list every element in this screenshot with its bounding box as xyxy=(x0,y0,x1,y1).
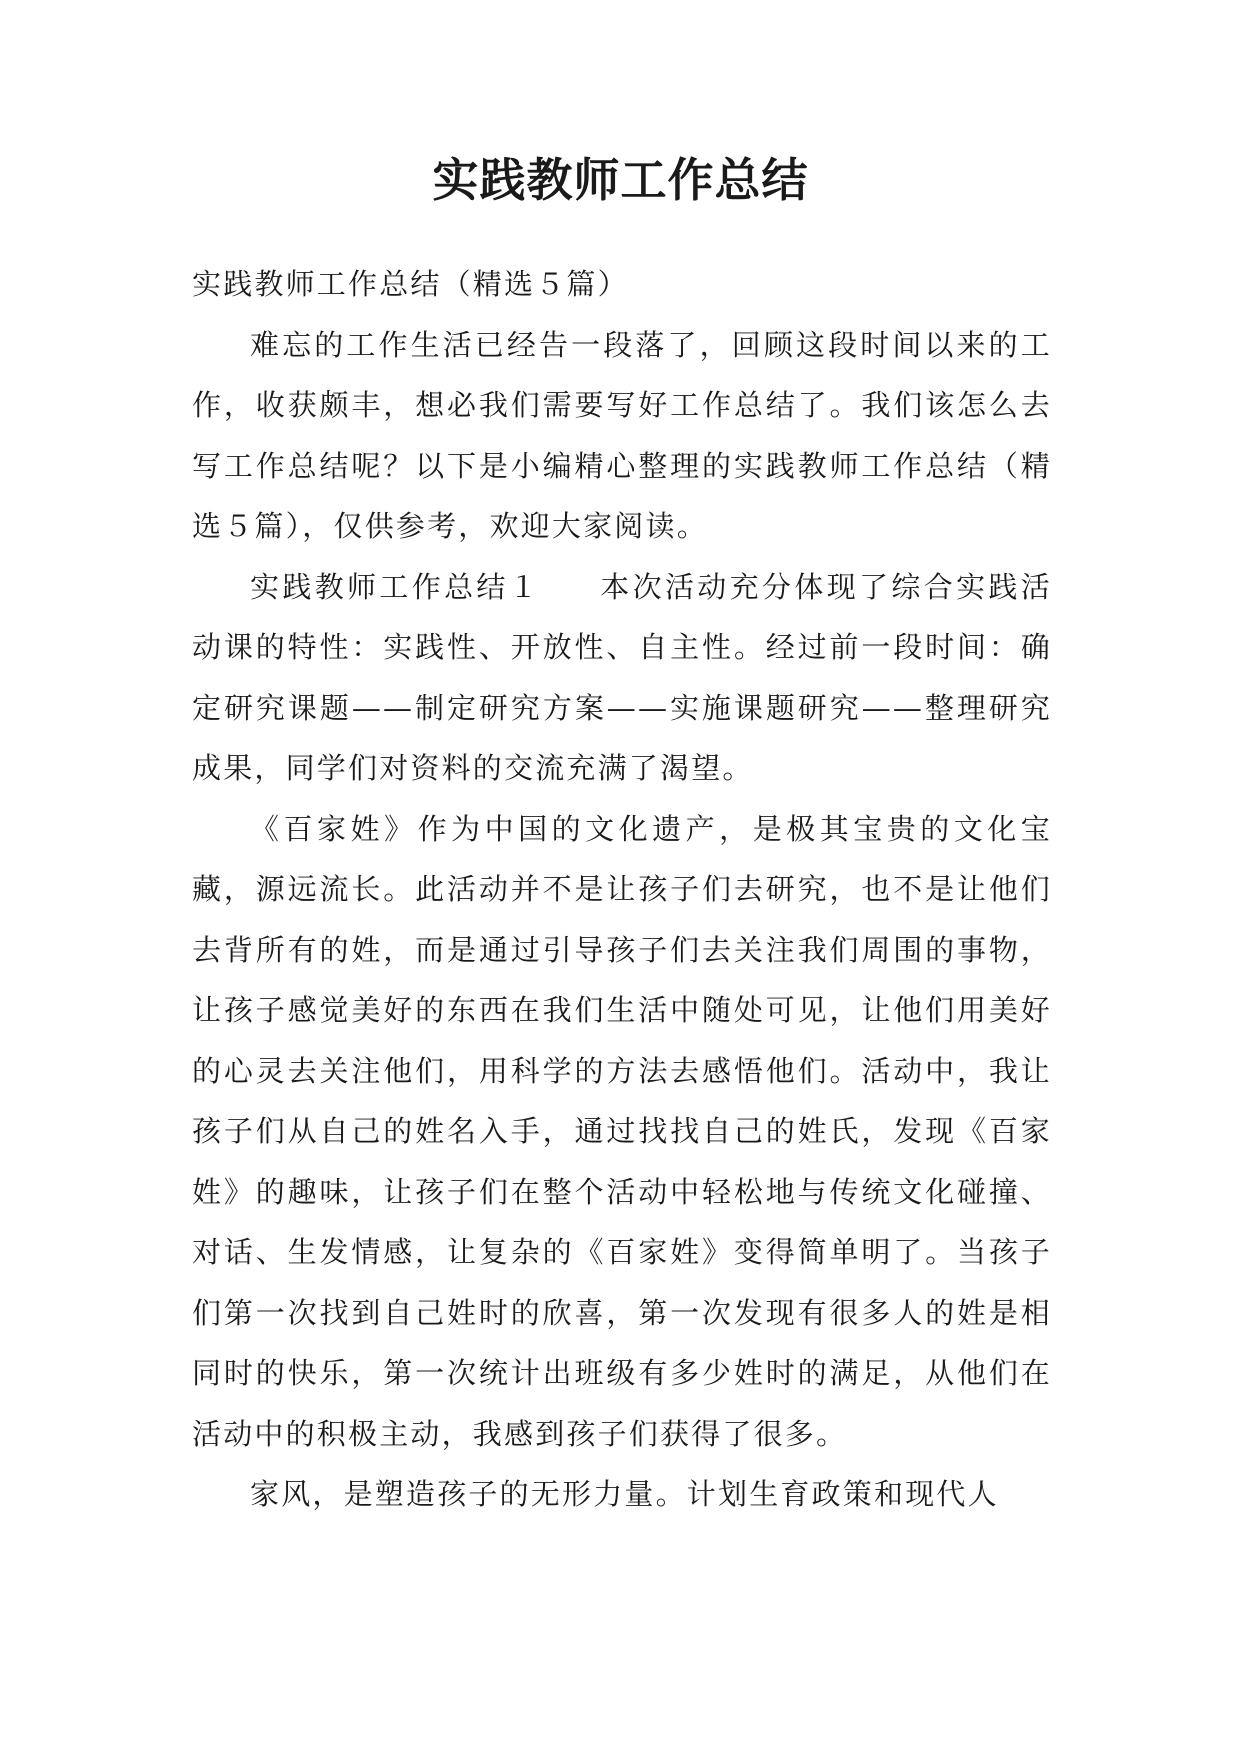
document-subtitle: 实践教师工作总结（精选５篇） xyxy=(192,267,629,301)
intro-paragraph: 难忘的工作生活已经告一段落了，回顾这段时间以来的工作，收获颇丰，想必我们需要写好工作总结了。我们该怎么去写工作总结呢？以下是小编精心整理的实践教师工作总结（精选５篇），仅供参考，欢迎大家阅读。 xyxy=(192,327,1052,543)
document-body xyxy=(192,254,1052,1525)
section-1-heading: 实践教师工作总结１ xyxy=(250,569,542,604)
section-1-paragraph-3: 家风，是塑造孩子的无形力量。计划生育政策和现代人 xyxy=(250,1477,999,1511)
section-1-first-paragraph xyxy=(192,557,1052,799)
section-1-paragraph-2: 《百家姓》作为中国的文化遗产，是极其宝贵的文化宝藏，源远流长。此活动并不是让孩子们去研究，也不是让他们去背所有的姓，而是通过引导孩子们去关注我们周围的事物，让孩子感觉美好的东西在我们生活中随处可见，让他们用美好的心灵去关注他们，用科学的方法去感悟他们。活动中，我让孩子们从自己的姓名入手，通过找找自己的姓氏，发现《百家姓》的趣味，让孩子们在整个活动中轻松地与传统文化碰撞、对话、生发情感，让复杂的《百家姓》变得简单明了。当孩子们第一次找到自己姓时的欣喜，第一次发现有很多人的姓是相同时的快乐，第一次统计出班级有多少姓时的满足，从他们在活动中的积极主动，我感到孩子们获得了很多。 xyxy=(192,811,1052,1451)
section-1-paragraph-1-text: 本次活动充分体现了综合实践活动课的特性：实践性、开放性、自主性。经过前一段时间：确定研究课题——制定研究方案——实施课题研究——整理研究成果，同学们对资料的交流充满了渴望。 xyxy=(192,569,1052,785)
document-title: 实践教师工作总结 xyxy=(432,153,809,207)
